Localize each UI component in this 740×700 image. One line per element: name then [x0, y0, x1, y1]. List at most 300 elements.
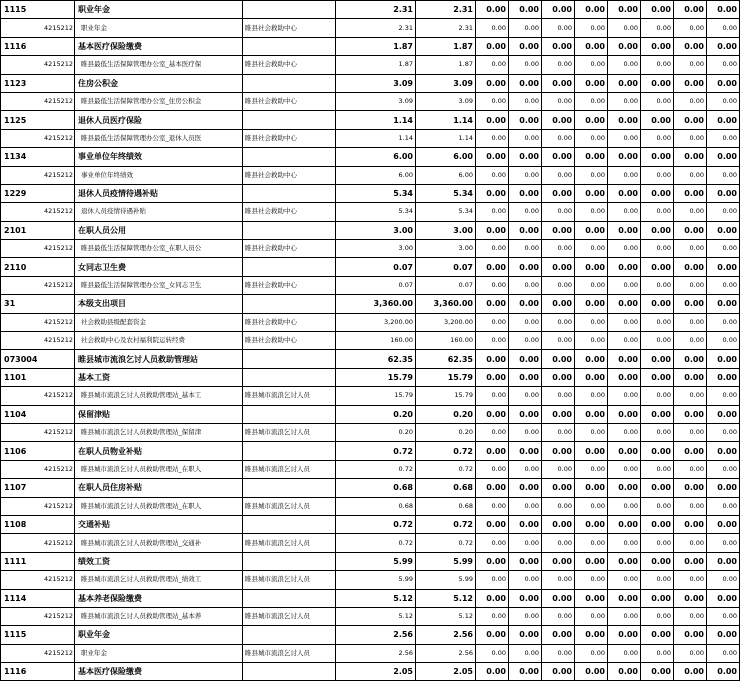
- row-other-fund: 0.00: [476, 166, 509, 184]
- row-unit: [243, 405, 336, 423]
- row-total: 0.07: [336, 258, 416, 276]
- row-other-fund: 0.00: [575, 497, 608, 515]
- row-unit: 睢县城市流浪乞讨人员: [243, 497, 336, 515]
- row-other-fund: 0.00: [476, 276, 509, 294]
- row-name: 睢县城市流浪乞讨人员救助管理站_基本工: [75, 387, 243, 405]
- row-other-fund: 0.00: [575, 19, 608, 37]
- row-other-fund: 0.00: [575, 203, 608, 221]
- detail-row: [1, 332, 740, 350]
- row-code: 1111: [1, 552, 75, 570]
- row-other-fund: 0.00: [674, 368, 707, 386]
- detail-row: [1, 203, 740, 221]
- row-other-fund: 0.00: [641, 37, 674, 55]
- row-name: 基本养老保险缴费: [75, 589, 243, 607]
- row-other-fund: 0.00: [476, 74, 509, 92]
- row-other-fund: 0.00: [707, 74, 740, 92]
- row-other-fund: 0.00: [674, 111, 707, 129]
- row-general-budget: 0.20: [416, 423, 476, 441]
- row-name: 睢县最低生活保障管理办公室_退休人员医: [75, 129, 243, 147]
- category-row: [1, 1, 740, 19]
- row-other-fund: 0.00: [509, 423, 542, 441]
- row-other-fund: 0.00: [641, 405, 674, 423]
- row-other-fund: 0.00: [641, 479, 674, 497]
- row-other-fund: 0.00: [674, 295, 707, 313]
- row-other-fund: 0.00: [707, 221, 740, 239]
- row-code: 1115: [1, 626, 75, 644]
- row-other-fund: 0.00: [575, 295, 608, 313]
- row-other-fund: 0.00: [476, 571, 509, 589]
- row-other-fund: 0.00: [707, 166, 740, 184]
- detail-row: [1, 497, 740, 515]
- row-code: 1108: [1, 515, 75, 533]
- row-total: 160.00: [336, 332, 416, 350]
- row-other-fund: 0.00: [542, 387, 575, 405]
- row-unit: 睢县社会救助中心: [243, 19, 336, 37]
- row-other-fund: 0.00: [509, 534, 542, 552]
- row-other-fund: 0.00: [674, 240, 707, 258]
- row-other-fund: 0.00: [509, 56, 542, 74]
- row-code: 4215212: [1, 313, 75, 331]
- row-name: 睢县城市流浪乞讨人员救助管理站_基本养: [75, 607, 243, 625]
- row-unit: 睢县社会救助中心: [243, 56, 336, 74]
- row-other-fund: 0.00: [509, 19, 542, 37]
- row-other-fund: 0.00: [575, 129, 608, 147]
- row-code: 4215212: [1, 129, 75, 147]
- row-other-fund: 0.00: [509, 148, 542, 166]
- row-other-fund: 0.00: [608, 534, 641, 552]
- row-code: 1116: [1, 663, 75, 681]
- row-general-budget: 5.12: [416, 607, 476, 625]
- row-name: 本级支出项目: [75, 295, 243, 313]
- row-other-fund: 0.00: [476, 92, 509, 110]
- row-other-fund: 0.00: [608, 626, 641, 644]
- row-other-fund: 0.00: [509, 663, 542, 681]
- row-other-fund: 0.00: [542, 332, 575, 350]
- row-other-fund: 0.00: [476, 497, 509, 515]
- category-row: [1, 515, 740, 533]
- detail-row: [1, 607, 740, 625]
- row-code: 4215212: [1, 571, 75, 589]
- row-other-fund: 0.00: [542, 295, 575, 313]
- row-other-fund: 0.00: [542, 589, 575, 607]
- row-other-fund: 0.00: [575, 442, 608, 460]
- row-other-fund: 0.00: [641, 148, 674, 166]
- row-total: 3.09: [336, 92, 416, 110]
- row-other-fund: 0.00: [707, 423, 740, 441]
- row-name: 退休人员疫情待遇补贴: [75, 184, 243, 202]
- row-other-fund: 0.00: [542, 111, 575, 129]
- row-other-fund: 0.00: [674, 56, 707, 74]
- row-other-fund: 0.00: [509, 607, 542, 625]
- row-general-budget: 5.34: [416, 184, 476, 202]
- row-other-fund: 0.00: [575, 332, 608, 350]
- row-other-fund: 0.00: [674, 663, 707, 681]
- row-other-fund: 0.00: [608, 313, 641, 331]
- row-other-fund: 0.00: [476, 442, 509, 460]
- row-code: 4215212: [1, 19, 75, 37]
- row-other-fund: 0.00: [476, 552, 509, 570]
- row-other-fund: 0.00: [542, 203, 575, 221]
- row-other-fund: 0.00: [542, 240, 575, 258]
- row-name: 社会救助县级配套资金: [75, 313, 243, 331]
- row-other-fund: 0.00: [674, 203, 707, 221]
- row-name: 睢县最低生活保障管理办公室_基本医疗保: [75, 56, 243, 74]
- row-general-budget: 3,360.00: [416, 295, 476, 313]
- row-total: 5.34: [336, 184, 416, 202]
- row-total: 0.20: [336, 405, 416, 423]
- row-other-fund: 0.00: [641, 203, 674, 221]
- row-unit: [243, 111, 336, 129]
- row-other-fund: 0.00: [641, 534, 674, 552]
- row-other-fund: 0.00: [608, 184, 641, 202]
- row-other-fund: 0.00: [707, 552, 740, 570]
- row-other-fund: 0.00: [641, 515, 674, 533]
- row-other-fund: 0.00: [509, 74, 542, 92]
- row-general-budget: 1.14: [416, 129, 476, 147]
- row-other-fund: 0.00: [641, 111, 674, 129]
- row-code: 1115: [1, 1, 75, 19]
- row-other-fund: 0.00: [641, 166, 674, 184]
- row-other-fund: 0.00: [509, 368, 542, 386]
- row-general-budget: 0.68: [416, 479, 476, 497]
- row-other-fund: 0.00: [542, 148, 575, 166]
- row-total: 3.09: [336, 74, 416, 92]
- row-code: 4215212: [1, 644, 75, 662]
- row-total: 2.31: [336, 19, 416, 37]
- row-other-fund: 0.00: [575, 479, 608, 497]
- row-other-fund: 0.00: [476, 332, 509, 350]
- row-other-fund: 0.00: [542, 350, 575, 368]
- row-total: 1.87: [336, 56, 416, 74]
- row-other-fund: 0.00: [476, 607, 509, 625]
- row-other-fund: 0.00: [674, 37, 707, 55]
- row-name: 睢县城市流浪乞讨人员救助管理站_保留津: [75, 423, 243, 441]
- row-other-fund: 0.00: [575, 405, 608, 423]
- row-other-fund: 0.00: [509, 184, 542, 202]
- row-general-budget: 1.14: [416, 111, 476, 129]
- detail-row: [1, 240, 740, 258]
- row-general-budget: 5.99: [416, 552, 476, 570]
- row-other-fund: 0.00: [674, 515, 707, 533]
- row-other-fund: 0.00: [707, 607, 740, 625]
- row-other-fund: 0.00: [641, 387, 674, 405]
- row-other-fund: 0.00: [575, 92, 608, 110]
- row-unit: [243, 148, 336, 166]
- row-other-fund: 0.00: [674, 644, 707, 662]
- row-total: 15.79: [336, 387, 416, 405]
- row-total: 0.07: [336, 276, 416, 294]
- row-unit: 睢县城市流浪乞讨人员: [243, 460, 336, 478]
- row-general-budget: 62.35: [416, 350, 476, 368]
- row-code: 1125: [1, 111, 75, 129]
- row-name: 在职人员公用: [75, 221, 243, 239]
- row-other-fund: 0.00: [707, 332, 740, 350]
- row-name: 睢县城市流浪乞讨人员救助管理站_在职人: [75, 460, 243, 478]
- row-other-fund: 0.00: [476, 663, 509, 681]
- row-other-fund: 0.00: [509, 644, 542, 662]
- row-code: 1114: [1, 589, 75, 607]
- row-code: 31: [1, 295, 75, 313]
- row-name: 职业年金: [75, 626, 243, 644]
- row-other-fund: 0.00: [476, 405, 509, 423]
- row-general-budget: 3,200.00: [416, 313, 476, 331]
- row-other-fund: 0.00: [509, 497, 542, 515]
- row-total: 5.12: [336, 607, 416, 625]
- row-other-fund: 0.00: [476, 534, 509, 552]
- row-other-fund: 0.00: [509, 111, 542, 129]
- row-other-fund: 0.00: [608, 56, 641, 74]
- category-row: [1, 479, 740, 497]
- row-other-fund: 0.00: [608, 166, 641, 184]
- row-other-fund: 0.00: [542, 534, 575, 552]
- row-other-fund: 0.00: [509, 221, 542, 239]
- row-other-fund: 0.00: [641, 589, 674, 607]
- row-other-fund: 0.00: [674, 497, 707, 515]
- row-other-fund: 0.00: [674, 626, 707, 644]
- category-row: [1, 295, 740, 313]
- row-name: 睢县城市流浪乞讨人员救助管理站_在职人: [75, 497, 243, 515]
- row-other-fund: 0.00: [542, 166, 575, 184]
- row-code: 4215212: [1, 534, 75, 552]
- row-other-fund: 0.00: [707, 276, 740, 294]
- row-other-fund: 0.00: [674, 552, 707, 570]
- row-other-fund: 0.00: [608, 442, 641, 460]
- row-other-fund: 0.00: [608, 1, 641, 19]
- row-other-fund: 0.00: [674, 19, 707, 37]
- row-other-fund: 0.00: [509, 350, 542, 368]
- row-other-fund: 0.00: [575, 56, 608, 74]
- row-other-fund: 0.00: [608, 552, 641, 570]
- row-code: 1116: [1, 37, 75, 55]
- row-other-fund: 0.00: [608, 129, 641, 147]
- row-total: 0.72: [336, 534, 416, 552]
- row-other-fund: 0.00: [707, 663, 740, 681]
- row-other-fund: 0.00: [674, 350, 707, 368]
- row-other-fund: 0.00: [674, 460, 707, 478]
- row-other-fund: 0.00: [509, 276, 542, 294]
- detail-row: [1, 534, 740, 552]
- row-total: 2.31: [336, 1, 416, 19]
- row-other-fund: 0.00: [575, 148, 608, 166]
- row-other-fund: 0.00: [476, 295, 509, 313]
- row-code: 4215212: [1, 56, 75, 74]
- row-name: 绩效工资: [75, 552, 243, 570]
- row-other-fund: 0.00: [707, 203, 740, 221]
- row-other-fund: 0.00: [641, 552, 674, 570]
- row-unit: [243, 442, 336, 460]
- row-other-fund: 0.00: [674, 332, 707, 350]
- category-row: [1, 74, 740, 92]
- row-other-fund: 0.00: [509, 479, 542, 497]
- row-other-fund: 0.00: [476, 479, 509, 497]
- row-other-fund: 0.00: [608, 74, 641, 92]
- detail-row: [1, 129, 740, 147]
- row-other-fund: 0.00: [509, 166, 542, 184]
- row-other-fund: 0.00: [608, 221, 641, 239]
- row-general-budget: 5.34: [416, 203, 476, 221]
- row-code: 2110: [1, 258, 75, 276]
- row-other-fund: 0.00: [674, 423, 707, 441]
- row-other-fund: 0.00: [674, 589, 707, 607]
- row-general-budget: 0.72: [416, 534, 476, 552]
- row-other-fund: 0.00: [575, 221, 608, 239]
- row-other-fund: 0.00: [707, 626, 740, 644]
- row-code: 1106: [1, 442, 75, 460]
- row-other-fund: 0.00: [707, 515, 740, 533]
- row-other-fund: 0.00: [509, 571, 542, 589]
- row-other-fund: 0.00: [542, 37, 575, 55]
- row-code: 1123: [1, 74, 75, 92]
- row-name: 睢县城市流浪乞讨人员救助管理站: [75, 350, 243, 368]
- row-other-fund: 0.00: [542, 423, 575, 441]
- row-general-budget: 6.00: [416, 166, 476, 184]
- row-other-fund: 0.00: [707, 534, 740, 552]
- row-name: 退休人员疫情待遇补贴: [75, 203, 243, 221]
- row-code: 4215212: [1, 203, 75, 221]
- row-code: 4215212: [1, 607, 75, 625]
- row-other-fund: 0.00: [542, 1, 575, 19]
- row-other-fund: 0.00: [575, 571, 608, 589]
- row-code: 4215212: [1, 92, 75, 110]
- row-other-fund: 0.00: [674, 92, 707, 110]
- row-other-fund: 0.00: [476, 148, 509, 166]
- row-other-fund: 0.00: [509, 332, 542, 350]
- row-other-fund: 0.00: [509, 405, 542, 423]
- row-name: 基本医疗保险缴费: [75, 37, 243, 55]
- row-other-fund: 0.00: [476, 423, 509, 441]
- row-unit: 睢县社会救助中心: [243, 203, 336, 221]
- row-other-fund: 0.00: [641, 240, 674, 258]
- row-other-fund: 0.00: [608, 350, 641, 368]
- row-other-fund: 0.00: [608, 644, 641, 662]
- row-total: 2.56: [336, 644, 416, 662]
- row-other-fund: 0.00: [641, 332, 674, 350]
- row-other-fund: 0.00: [608, 405, 641, 423]
- row-other-fund: 0.00: [641, 442, 674, 460]
- row-other-fund: 0.00: [476, 240, 509, 258]
- row-total: 5.34: [336, 203, 416, 221]
- row-other-fund: 0.00: [575, 258, 608, 276]
- row-other-fund: 0.00: [608, 19, 641, 37]
- row-other-fund: 0.00: [674, 258, 707, 276]
- row-code: 1134: [1, 148, 75, 166]
- row-other-fund: 0.00: [707, 111, 740, 129]
- row-other-fund: 0.00: [641, 184, 674, 202]
- row-code: 1101: [1, 368, 75, 386]
- row-code: 4215212: [1, 497, 75, 515]
- row-other-fund: 0.00: [575, 663, 608, 681]
- row-unit: 睢县社会救助中心: [243, 166, 336, 184]
- category-row: [1, 258, 740, 276]
- row-general-budget: 160.00: [416, 332, 476, 350]
- row-name: 睢县最低生活保障管理办公室_住房公积金: [75, 92, 243, 110]
- row-other-fund: 0.00: [542, 184, 575, 202]
- row-other-fund: 0.00: [608, 148, 641, 166]
- row-other-fund: 0.00: [575, 74, 608, 92]
- row-other-fund: 0.00: [509, 37, 542, 55]
- row-other-fund: 0.00: [674, 479, 707, 497]
- row-name: 事业单位年终绩效: [75, 148, 243, 166]
- row-other-fund: 0.00: [608, 460, 641, 478]
- row-name: 住房公积金: [75, 74, 243, 92]
- row-other-fund: 0.00: [575, 607, 608, 625]
- row-other-fund: 0.00: [542, 56, 575, 74]
- row-total: 0.72: [336, 442, 416, 460]
- row-name: 睢县城市流浪乞讨人员救助管理站_交通补: [75, 534, 243, 552]
- row-other-fund: 0.00: [641, 313, 674, 331]
- row-other-fund: 0.00: [707, 184, 740, 202]
- row-unit: [243, 74, 336, 92]
- category-row: [1, 442, 740, 460]
- detail-row: [1, 644, 740, 662]
- row-total: 3.00: [336, 221, 416, 239]
- row-other-fund: 0.00: [575, 240, 608, 258]
- row-unit: [243, 479, 336, 497]
- row-other-fund: 0.00: [542, 515, 575, 533]
- row-other-fund: 0.00: [542, 405, 575, 423]
- row-unit: 睢县城市流浪乞讨人员: [243, 607, 336, 625]
- row-other-fund: 0.00: [476, 460, 509, 478]
- row-other-fund: 0.00: [674, 571, 707, 589]
- row-other-fund: 0.00: [509, 460, 542, 478]
- row-code: 1229: [1, 184, 75, 202]
- row-total: 2.05: [336, 663, 416, 681]
- row-general-budget: 5.12: [416, 589, 476, 607]
- row-other-fund: 0.00: [476, 129, 509, 147]
- row-other-fund: 0.00: [641, 644, 674, 662]
- row-other-fund: 0.00: [476, 221, 509, 239]
- row-unit: [243, 1, 336, 19]
- row-other-fund: 0.00: [509, 442, 542, 460]
- row-unit: [243, 663, 336, 681]
- row-name: 睢县最低生活保障管理办公室_女同志卫生: [75, 276, 243, 294]
- row-unit: 睢县社会救助中心: [243, 92, 336, 110]
- row-general-budget: 1.87: [416, 37, 476, 55]
- row-general-budget: 1.87: [416, 56, 476, 74]
- row-other-fund: 0.00: [707, 497, 740, 515]
- row-other-fund: 0.00: [608, 111, 641, 129]
- row-other-fund: 0.00: [575, 552, 608, 570]
- row-other-fund: 0.00: [608, 276, 641, 294]
- row-unit: [243, 515, 336, 533]
- row-other-fund: 0.00: [674, 313, 707, 331]
- category-row: [1, 221, 740, 239]
- row-other-fund: 0.00: [641, 276, 674, 294]
- row-other-fund: 0.00: [575, 589, 608, 607]
- row-unit: 睢县城市流浪乞讨人员: [243, 534, 336, 552]
- category-row: [1, 663, 740, 681]
- row-other-fund: 0.00: [542, 460, 575, 478]
- row-other-fund: 0.00: [542, 497, 575, 515]
- row-other-fund: 0.00: [575, 387, 608, 405]
- row-general-budget: 0.72: [416, 442, 476, 460]
- detail-row: [1, 166, 740, 184]
- row-other-fund: 0.00: [509, 129, 542, 147]
- row-general-budget: 5.99: [416, 571, 476, 589]
- row-other-fund: 0.00: [641, 607, 674, 625]
- row-general-budget: 3.09: [416, 74, 476, 92]
- row-other-fund: 0.00: [674, 607, 707, 625]
- row-general-budget: 0.72: [416, 515, 476, 533]
- row-unit: [243, 184, 336, 202]
- row-other-fund: 0.00: [476, 313, 509, 331]
- row-total: 5.99: [336, 552, 416, 570]
- category-row: [1, 368, 740, 386]
- row-other-fund: 0.00: [542, 626, 575, 644]
- row-other-fund: 0.00: [707, 571, 740, 589]
- row-other-fund: 0.00: [575, 644, 608, 662]
- row-other-fund: 0.00: [476, 1, 509, 19]
